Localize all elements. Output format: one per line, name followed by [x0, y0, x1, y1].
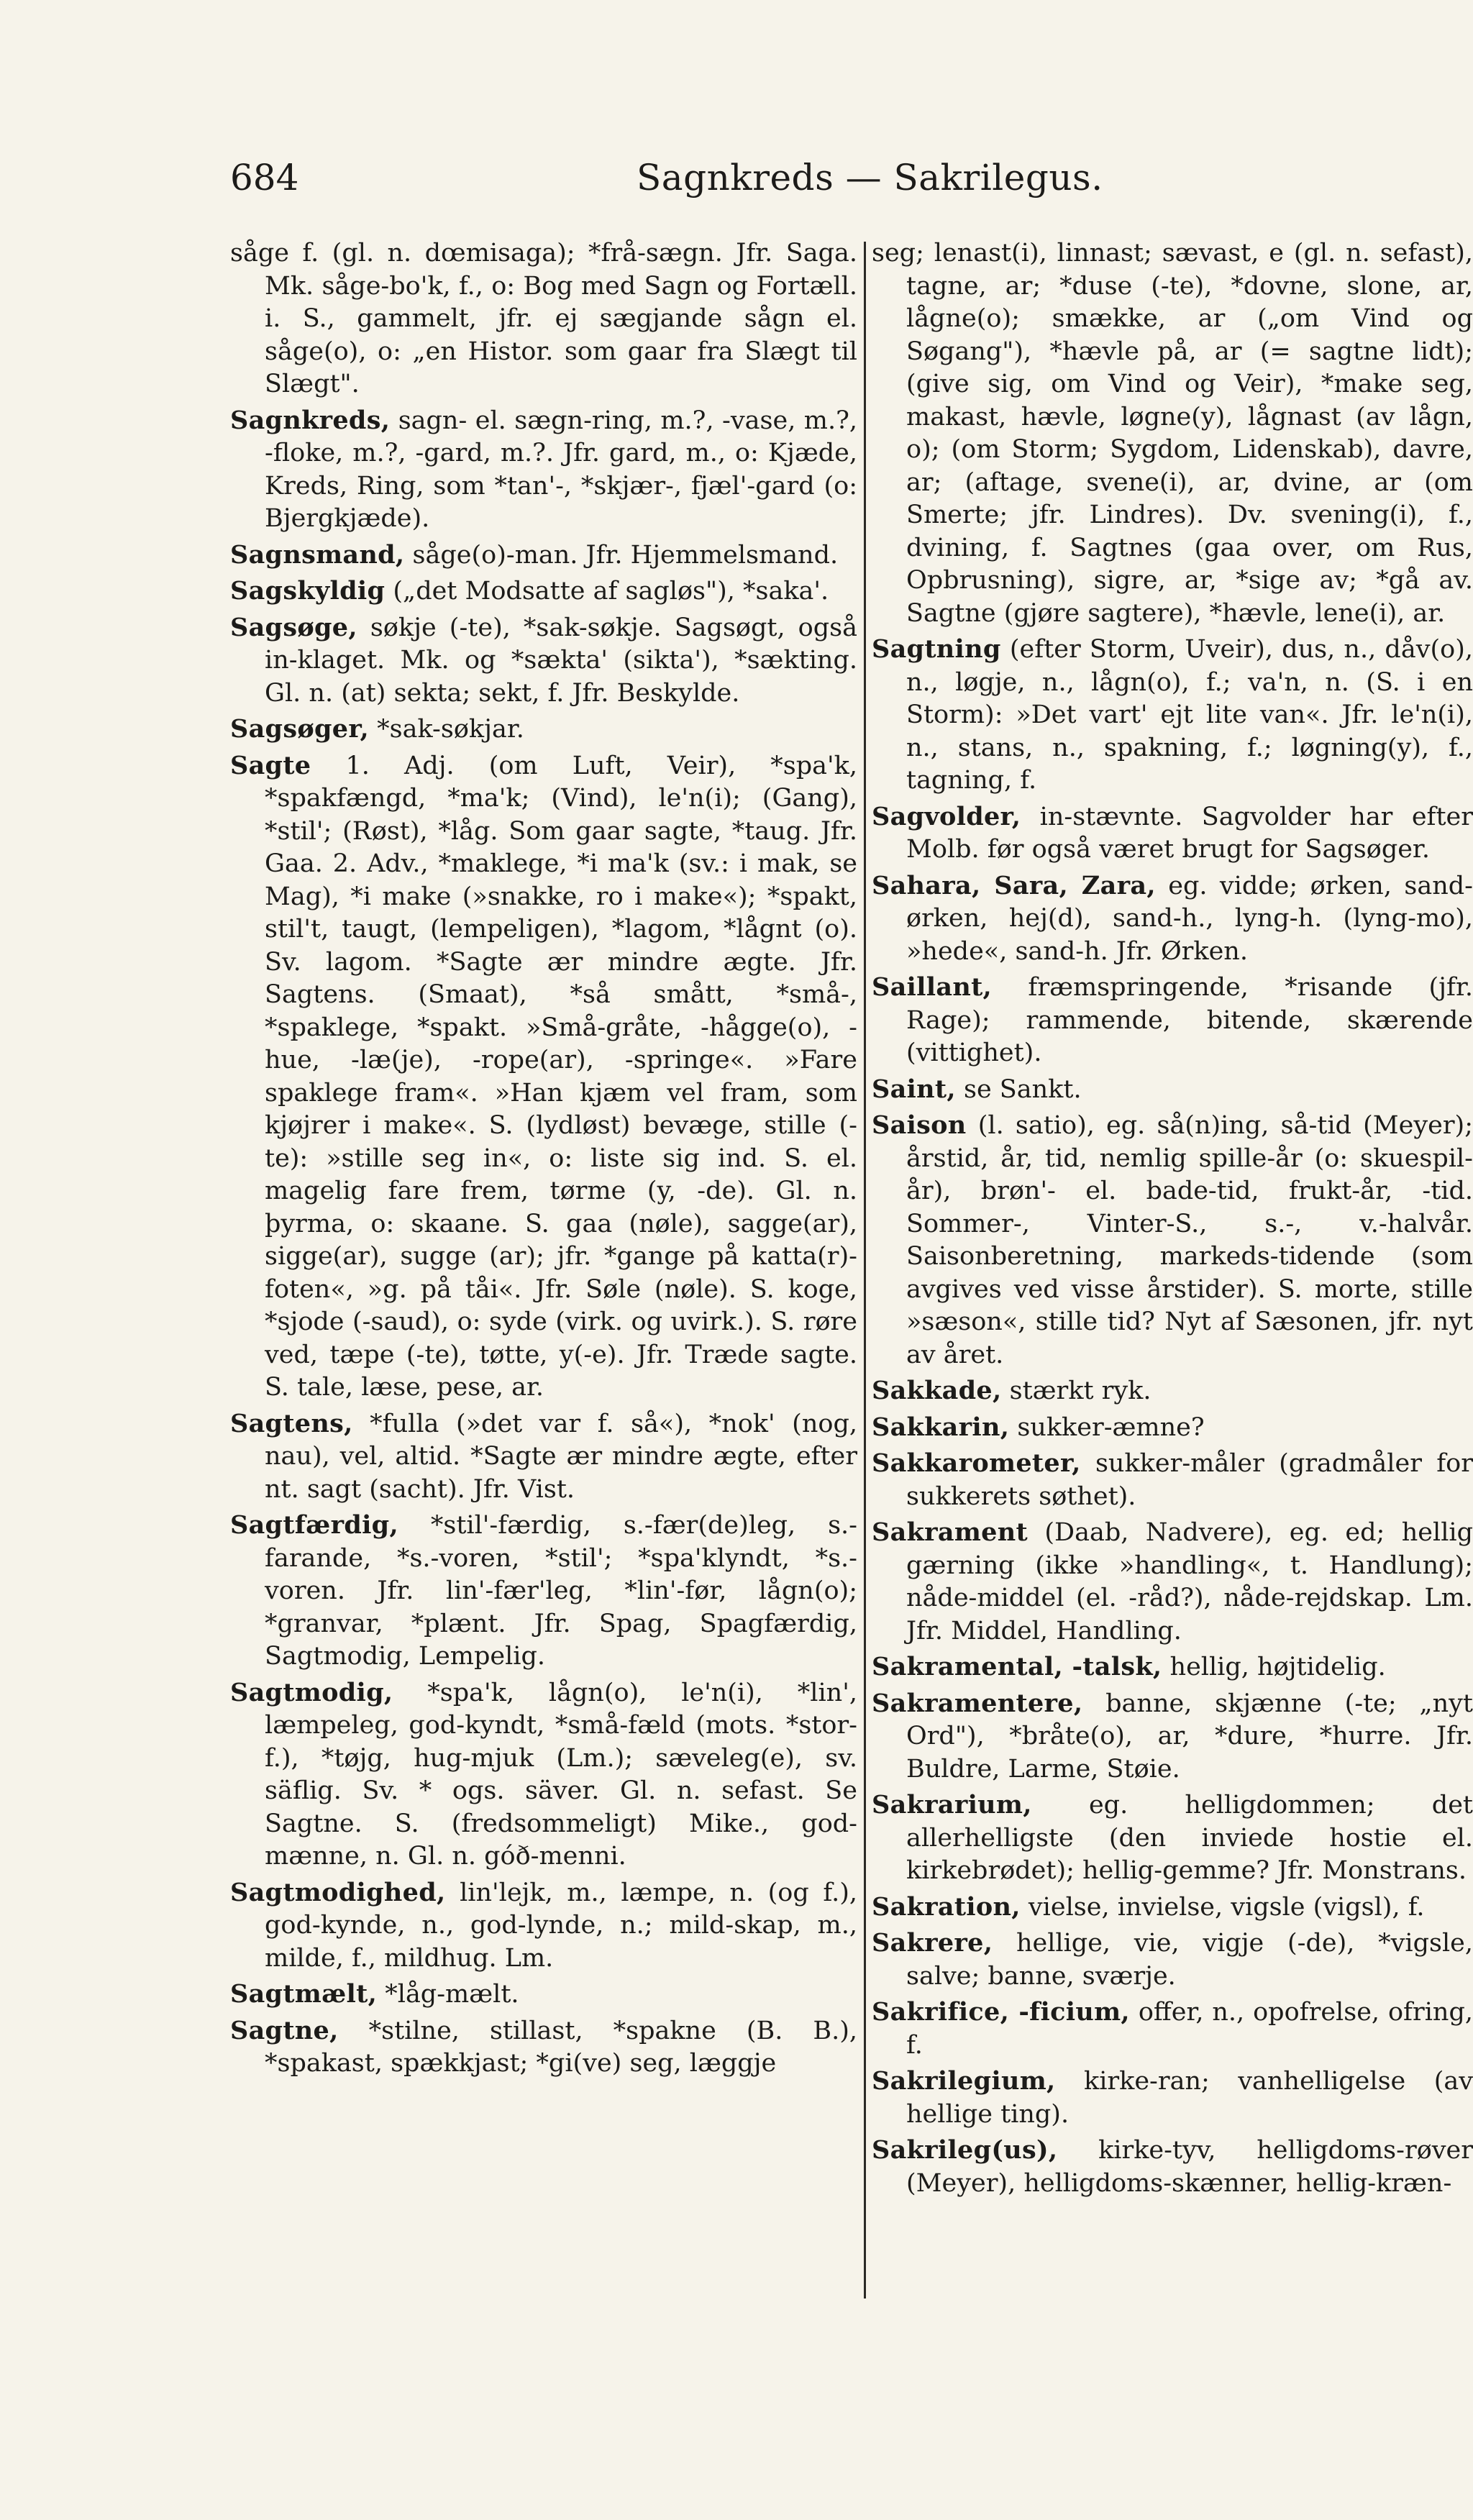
definition-text: (Daab, Nadvere), eg. ed; hellig gærning (ikke »handling«, t. Handlung); nåde-middel (el. -råd?), nåde-rejdskap. Lm. Jfr. Middel, Handling.: [906, 1518, 1473, 1645]
headword: Sakrarium,: [872, 1790, 1032, 1820]
definition-text: fræmspringende, *risande (jfr. Rage); rammende, bitende, skærende (vittighet).: [906, 973, 1473, 1067]
definition-text: (efter Storm, Uveir), dus, n., dåv(o), n., løgje, n., lågn(o), f.; va'n, n. (S. i en Storm): »Det vart' ejt lite van«. Jfr. le'n(i), n., stans, n., spakning, f.; løgning(y), f., tagning, f.: [906, 635, 1473, 795]
headword: Saillant,: [872, 972, 993, 1002]
definition-text: banne, skjænne (-te; „nyt Ord"), *bråte(o), ar, *dure, *hurre. Jfr. Buldre, Larme, Støie.: [906, 1689, 1473, 1784]
headword: Sagtmodig,: [230, 1677, 393, 1707]
dictionary-entry: [872, 1927, 1473, 1993]
headword: Sagnkreds,: [230, 405, 391, 435]
headword: Sakrifice, -ficium,: [872, 1997, 1130, 2027]
definition-text: (l. satio), eg. så(n)ing, så-tid (Meyer); årstid, år, tid, nemlig spille-år (o: skuespil-år), brøn'- el. bade-tid, frukt-år, -tid. Sommer-, Vinter-S., s.-, v.-halvår. Saisonberetning, markeds-tidende (som avgives ved visse årstider). S. morte, stille »sæson«, stille tid? Nyt af Sæsonen, jfr. nyt av året.: [906, 1111, 1473, 1369]
dictionary-entry: [872, 237, 1473, 630]
headword: Sahara, Sara, Zara,: [872, 870, 1156, 900]
definition-text: lin'lejk, m., læmpe, n. (og f.), god-kynde, n., god-lynde, n.; mild-skap, m., milde, f., mildhug. Lm.: [265, 1878, 857, 1973]
definition-text: sukker-æmne?: [1017, 1412, 1205, 1442]
headword: Saint,: [872, 1074, 956, 1104]
definition-text: offer, n., opofrelse, ofring, f.: [906, 1998, 1473, 2060]
dictionary-entry: [230, 539, 857, 572]
definition-text: såge(o)-man. Jfr. Hjemmelsmand.: [412, 540, 839, 570]
definition-text: eg. helligdommen; det allerhelligste (den inviede hostie el. kirkebrødet); hellig-gemme? Jfr. Monstrans.: [906, 1791, 1473, 1885]
dictionary-entry: [872, 971, 1473, 1070]
definition-text: seg; lenast(i), linnast; sævast, e (gl. n. sefast), tagne, ar; *duse (-te), *dovne, slone, ar, lågne(o); smække, ar („om Vind og Søgang"), *hævle på, ar (= sagtne lidt); (give sig, om Vind og Veir), *make seg, makast, hævle, løgne(y), lågnast (av lågn, o); (om Storm; Sygdom, Lidenskab), davre, ar; (aftage, svene(i), ar, dvine, ar (om Smerte; jfr. Lindres). Dv. svening(i), f., dvining, f. Sagtnes (gaa over, om Rus, Opbrusning), sigre, ar, *sige av; *gå av. Sagtne (gjøre sagtere), *hævle, lene(i), ar.: [872, 239, 1473, 628]
dictionary-entry: [872, 1891, 1473, 1925]
headword: Sagtne,: [230, 2015, 339, 2045]
left-column: [230, 237, 857, 2488]
dictionary-entry: [872, 869, 1473, 969]
dictionary-entry: [872, 1411, 1473, 1445]
dictionary-entry: [872, 800, 1473, 867]
headword: Sagvolder,: [872, 801, 1021, 831]
definition-text: sagn- el. sægn-ring, m.?, -vase, m.?, -floke, m.?, -gard, m.?. Jfr. gard, m., o: Kjæde, Kreds, Ring, som *tan'-, *skjær-, fjæl'-gard (o: Bjergkjæde).: [265, 406, 857, 533]
headword: Sakrileg(us),: [872, 2135, 1058, 2165]
dictionary-entry: [872, 1687, 1473, 1786]
page-header: [230, 157, 1115, 214]
definition-text: hellige, vie, vigje (-de), *vigsle, salve; banne, sværje.: [906, 1929, 1473, 1991]
definition-text: *låg-mælt.: [385, 1980, 519, 2009]
definition-text: vielse, invielse, vigsle (vigsl), f.: [1028, 1892, 1425, 1922]
definition-text: 1. Adj. (om Luft, Veir), *spa'k, *spakfængd, *ma'k; (Vind), le'n(i); (Gang), *stil'; (Røst), *låg. Som gaar sagte, *taug. Jfr. Gaa. 2. Adv., *maklege, *i ma'k (sv.: i mak, se Mag), *i make (»snakke, ro i make«); *spakt, stil't, taugt, (lempeligen), *lagom, *lågnt (o). Sv. lagom. *Sagte ær mindre ægte. Jfr. Sagtens. (Smaat), *så smått, *små-, *spaklege, *spakt. »Små-gråte, -hågge(o), -hue, -læ(je), -rope(ar), -springe«. »Fare spaklege fram«. »Han kjæm vel fram, som kjøjrer i make«. S. (lydløst) bevæge, stille (-te): »stille seg in«, o: liste sig ind. S. el. magelig fare frem, tørme (y, -de). Gl. n. þyrma, o: skaane. S. gaa (nøle), sagge(ar), sigge(ar), sugge (ar); jfr. *gange på katta(r)-foten«, »g. på tåi«. Jfr. Søle (nøle). S. koge, *sjode (-saud), o: syde (virk. og uvirk.). S. røre ved, tæpe (-te), tøtte, y(-e). Jfr. Træde sagte. S. tale, læse, pese, ar.: [265, 751, 857, 1402]
definition-text: in-stævnte. Sagvolder har efter Molb. før også været brugt for Sagsøger.: [906, 802, 1473, 864]
definition-text: søkje (-te), *sak-søkje. Sagsøgt, også in-klaget. Mk. og *sækta' (sikta'), *sækting. Gl. n. (at) sekta; sekt, f. Jfr. Beskylde.: [265, 613, 857, 708]
definition-text: *spa'k, lågn(o), le'n(i), *lin', læmpeleg, god-kyndt, *små-fæld (mots. *stor-f.), *tøjg, hug-mjuk (Lm.); sæveleg(e), sv. säflig. Sv. * ogs. säver. Gl. n. sefast. Se Sagtne. S. (fredsommeligt) Mike., god-mænne, n. Gl. n. góð-menni.: [265, 1678, 857, 1871]
definition-text: kirke-ran; vanhelligelse (av hellige ting).: [906, 2067, 1473, 2129]
dictionary-entry: [230, 713, 857, 747]
definition-text: kirke-tyv, helligdoms-røver (Meyer), helligdoms-skænner, hellig-kræn-: [906, 2136, 1473, 2198]
page-number: 684: [230, 157, 299, 198]
definition-text: sukker-måler (gradmåler for sukkerets søthet).: [906, 1449, 1473, 1511]
headword: Sagtmælt,: [230, 1979, 378, 2009]
right-column: [872, 237, 1473, 2488]
dictionary-entry: [872, 633, 1473, 798]
headword: Sagnsmand,: [230, 539, 405, 570]
headword: Sagsøge,: [230, 612, 357, 642]
dictionary-entry: [230, 2014, 857, 2081]
headword: Sagsøger,: [230, 714, 369, 744]
dictionary-entry: [872, 1374, 1473, 1408]
definition-text: hellig, højtidelig.: [1169, 1653, 1386, 1681]
dictionary-entry: [872, 1789, 1473, 1888]
dictionary-entry: [230, 1676, 857, 1873]
definition-text: eg. vidde; ørken, sand-ørken, hej(d), sand-h., lyng-h. (lyng-mo), »hede«, sand-h. Jfr. Ørken.: [906, 871, 1473, 966]
headword: Sagskyldig: [230, 576, 386, 606]
headword: Sakkarin,: [872, 1412, 1010, 1442]
dictionary-entry: [872, 1447, 1473, 1513]
headword: Sakkarometer,: [872, 1448, 1081, 1478]
definition-text: se Sankt.: [964, 1074, 1082, 1104]
definition-text: *stil'-færdig, s.-fær(de)leg, s.-farande, *s.-voren, *stil'; *spa'klyndt, *s.-voren. Jfr. lin'-fær'leg, *lin'-før, lågn(o); *granvar, *plænt. Jfr. Spag, Spagfærdig, Sagtmodig, Lempelig.: [265, 1511, 857, 1671]
headword: Sakkade,: [872, 1376, 1002, 1405]
dictionary-entry: [230, 1407, 857, 1507]
definition-text: såge f. (gl. n. dœmisaga); *frå-sægn. Jfr. Saga. Mk. såge-bo'k, f., o: Bog med Sagn og Fortæll. i. S., gammelt, jfr. ej sægjande sågn el. såge(o), o: „en Histor. som gaar fra Slægt til Slægt".: [230, 239, 857, 398]
dictionary-entry: [230, 1978, 857, 2012]
headword: Sakrere,: [872, 1928, 993, 1958]
dictionary-entry: [872, 2065, 1473, 2131]
dictionary-entry: [872, 2134, 1473, 2200]
headword: Sagte: [230, 750, 311, 780]
dictionary-entry: [872, 1073, 1473, 1107]
dictionary-entry: [230, 404, 857, 536]
headword: Sagtfærdig,: [230, 1510, 398, 1540]
dictionary-entry: [230, 575, 857, 608]
dictionary-entry: [872, 1109, 1473, 1371]
headword: Sakrilegium,: [872, 2066, 1056, 2096]
column-divider: [864, 242, 866, 2298]
definition-text: („det Modsatte af sagløs"), *saka'.: [393, 577, 829, 606]
dictionary-entry: [872, 1516, 1473, 1648]
dictionary-entry: [230, 611, 857, 711]
definition-text: stærkt ryk.: [1009, 1377, 1152, 1405]
running-title: Sagnkreds — Sakrilegus.: [637, 157, 1103, 198]
dictionary-entry: [230, 1876, 857, 1976]
headword: Sakramental, -talsk,: [872, 1652, 1162, 1681]
dictionary-entry: [230, 1509, 857, 1674]
definition-text: *sak-søkjar.: [377, 715, 524, 744]
headword: Sagtmodighed,: [230, 1877, 446, 1907]
dictionary-entry: [230, 749, 857, 1405]
headword: Sakramentere,: [872, 1688, 1083, 1718]
dictionary-entry: [230, 237, 857, 401]
dictionary-entry: [872, 1651, 1473, 1684]
headword: Sakrament: [872, 1517, 1028, 1547]
definition-text: *stilne, stillast, *spakne (B. B.), *spakast, spækkjast; *gi(ve) seg, læggje: [265, 2016, 857, 2078]
headword: Saison: [872, 1110, 967, 1140]
dictionary-entry: [872, 1996, 1473, 2062]
headword: Sagtning: [872, 634, 1001, 664]
headword: Sagtens,: [230, 1408, 353, 1438]
headword: Sakration,: [872, 1891, 1021, 1922]
definition-text: *fulla (»det var f. så«), *nok' (nog, nau), vel, altid. *Sagte ær mindre ægte, efter nt. sagt (sacht). Jfr. Vist.: [265, 1409, 857, 1504]
